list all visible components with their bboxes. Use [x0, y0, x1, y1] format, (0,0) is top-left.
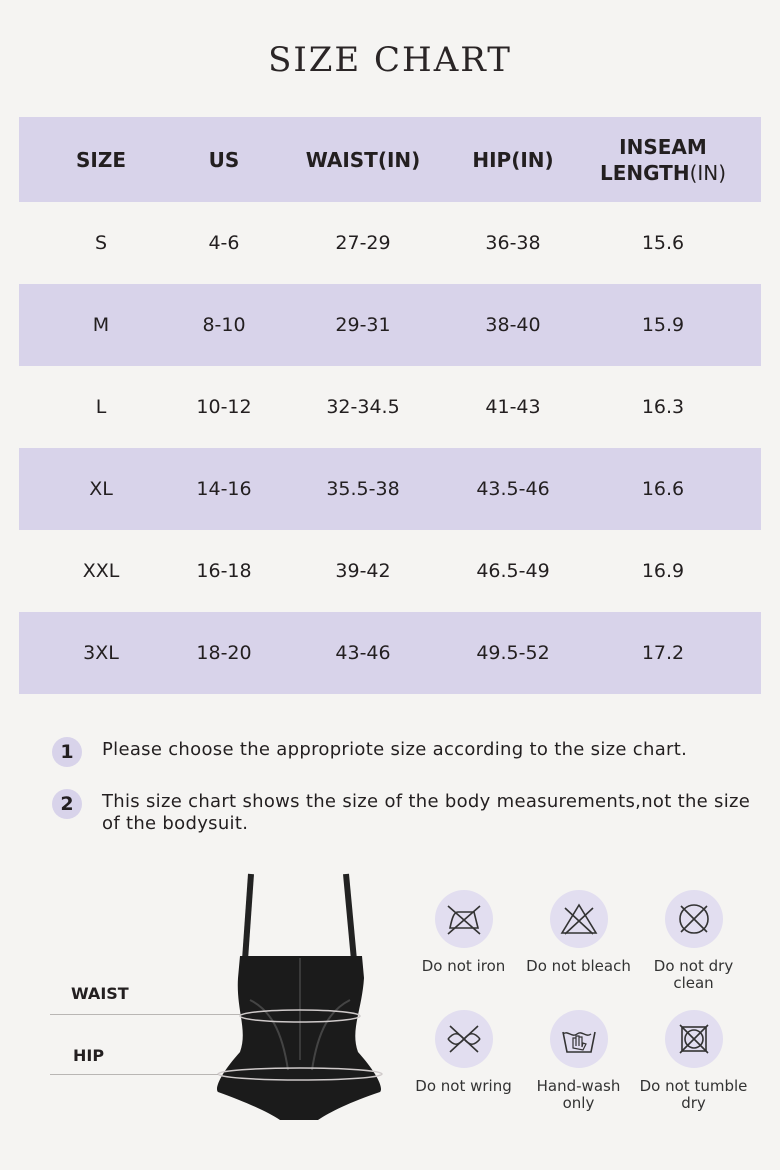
cell-us: 16-18: [196, 560, 252, 582]
no-wring-icon: [435, 1010, 493, 1068]
page-title: SIZE CHART: [268, 40, 512, 80]
cell-inseam: 16.3: [641, 396, 685, 418]
header-size: SIZE: [75, 147, 126, 172]
care-label: Do not iron: [421, 957, 506, 975]
care-item: [636, 1010, 751, 1112]
cell-waist: 29-31: [335, 314, 391, 336]
header-us: US: [208, 147, 240, 172]
cell-waist: 35.5-38: [326, 478, 400, 500]
waist-guide-line: [50, 1014, 240, 1015]
note-number-badge: 1: [52, 737, 82, 767]
hip-guide-line: [50, 1074, 218, 1075]
cell-inseam: 17.2: [641, 642, 685, 664]
note-item: [52, 789, 752, 835]
cell-size: 3XL: [83, 642, 119, 664]
measurement-diagram: [50, 860, 410, 1130]
cell-hip: 43.5-46: [476, 478, 550, 500]
no-bleach-icon: [550, 890, 608, 948]
cell-size: S: [94, 232, 108, 254]
table-row: [19, 366, 761, 448]
table-header-row: [19, 117, 761, 202]
note-number-badge: 2: [52, 789, 82, 819]
cell-us: 8-10: [202, 314, 246, 336]
table-row: [19, 284, 761, 366]
header-inseam: INSEAM LENGTH(IN): [599, 134, 727, 185]
cell-size: XL: [89, 478, 113, 500]
cell-size: M: [92, 314, 110, 336]
care-item: [406, 1010, 521, 1112]
waist-label: WAIST: [71, 984, 129, 1003]
cell-hip: 49.5-52: [476, 642, 550, 664]
care-label: Hand-wash only: [536, 1077, 621, 1112]
size-chart-table: [19, 117, 761, 694]
cell-us: 18-20: [196, 642, 252, 664]
care-item: [521, 1010, 636, 1112]
cell-size: L: [95, 396, 107, 418]
cell-waist: 43-46: [335, 642, 391, 664]
care-label: Do not bleach: [526, 957, 631, 975]
cell-waist: 27-29: [335, 232, 391, 254]
header-waist: WAIST(IN): [305, 147, 421, 172]
cell-us: 14-16: [196, 478, 252, 500]
care-item: [521, 890, 636, 992]
table-row: [19, 448, 761, 530]
cell-inseam: 15.9: [641, 314, 685, 336]
size-notes: [52, 737, 752, 857]
care-instructions: [406, 890, 761, 1112]
note-item: [52, 737, 752, 767]
table-row: [19, 530, 761, 612]
cell-inseam: 16.6: [641, 478, 685, 500]
cell-hip: 46.5-49: [476, 560, 550, 582]
cell-size: XXL: [82, 560, 120, 582]
cell-waist: 39-42: [335, 560, 391, 582]
header-hip: HIP(IN): [472, 147, 554, 172]
cell-inseam: 16.9: [641, 560, 685, 582]
no-tumble-dry-icon: [665, 1010, 723, 1068]
table-row: [19, 202, 761, 284]
care-label: Do not tumble dry: [639, 1077, 748, 1112]
hip-label: HIP: [73, 1046, 105, 1065]
hand-wash-icon: [550, 1010, 608, 1068]
cell-inseam: 15.6: [641, 232, 685, 254]
table-row: [19, 612, 761, 694]
cell-hip: 36-38: [485, 232, 541, 254]
no-dry-clean-icon: [665, 890, 723, 948]
care-item: [406, 890, 521, 992]
care-label: Do not wring: [415, 1077, 512, 1095]
note-text: Please choose the appropriote size according to the size chart.: [102, 739, 688, 760]
cell-waist: 32-34.5: [326, 396, 400, 418]
care-item: [636, 890, 751, 992]
no-iron-icon: [435, 890, 493, 948]
cell-hip: 38-40: [485, 314, 541, 336]
care-label: Do not dry clean: [653, 957, 734, 992]
cell-us: 4-6: [208, 232, 240, 254]
cell-us: 10-12: [196, 396, 252, 418]
cell-hip: 41-43: [485, 396, 541, 418]
note-text: This size chart shows the size of the body measurements,not the size of the bodysuit.: [102, 791, 751, 834]
